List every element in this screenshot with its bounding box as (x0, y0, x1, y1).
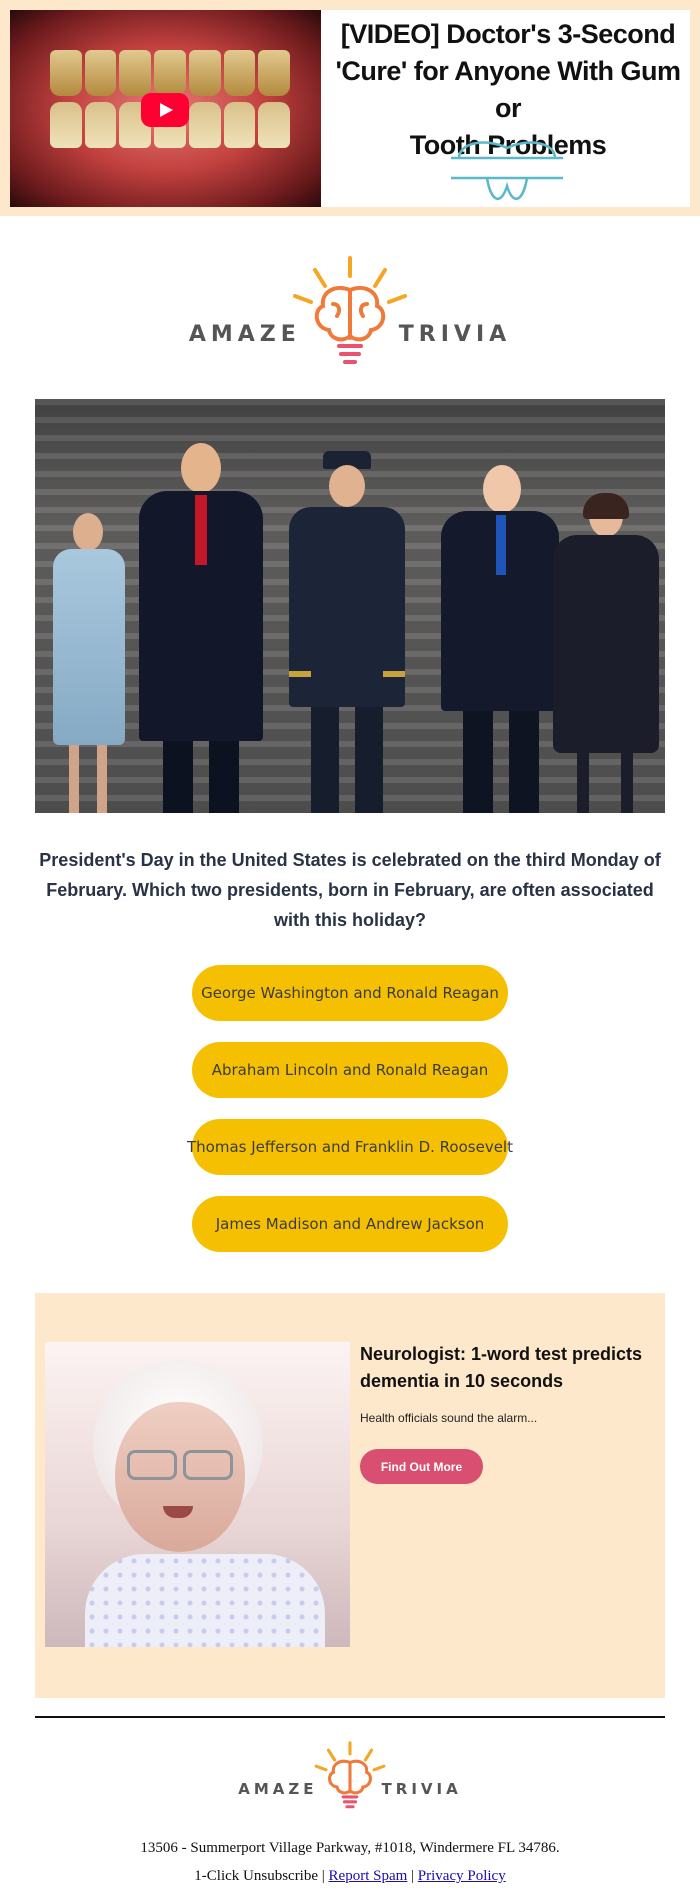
tooth-icon (447, 134, 567, 206)
figure-dark-dress (547, 495, 665, 813)
logo-wordmark (0, 322, 700, 347)
ad-title[interactable]: Neurologist: 1-word test predicts dementia in 10 seconds (360, 1344, 643, 1391)
amaze-trivia-logo[interactable] (0, 254, 700, 347)
link-separator: | (411, 1868, 415, 1884)
trivia-question: President's Day in the United States is celebrated on the third Monday of February. Which two presidents, born in February, are often associated with this holiday? (39, 850, 661, 930)
answer-button-3[interactable]: Thomas Jefferson and Franklin D. Roosevelt (192, 1119, 508, 1175)
footer-address: 13506 - Summerport Village Parkway, #1018, Windermere FL 34786. (140, 1840, 560, 1856)
privacy-policy-link[interactable]: Privacy Policy (417, 1868, 506, 1884)
logo-word-amaze: AMAZE (188, 322, 301, 347)
figure-dark-coat-blue-tie (435, 465, 565, 813)
promo-headline-line-1: [VIDEO] Doctor's 3-Second (340, 19, 676, 49)
promo-headline-line-2: 'Cure' for Anyone With Gum or (335, 56, 681, 123)
promo-headline-line-3: Tooth Problems (409, 130, 607, 160)
footer-logo-wordmark (0, 1780, 700, 1798)
footer-logo-word-trivia: TRIVIA (381, 1780, 462, 1798)
play-icon[interactable] (141, 93, 189, 127)
teeth-video-thumbnail[interactable] (10, 10, 321, 207)
answer-button-2[interactable]: Abraham Lincoln and Ronald Reagan (192, 1042, 508, 1098)
link-separator: | (321, 1868, 325, 1884)
footer-logo-word-amaze: AMAZE (238, 1780, 318, 1798)
find-out-more-button[interactable]: Find Out More (360, 1449, 483, 1484)
ad-subtitle: Health officials sound the alarm... (360, 1411, 538, 1425)
ad-block[interactable] (35, 1293, 665, 1698)
promo-banner-card[interactable] (10, 10, 690, 207)
upper-teeth (50, 50, 290, 96)
promo-banner[interactable] (0, 0, 700, 216)
footer-divider (35, 1716, 665, 1718)
answer-button-1[interactable]: George Washington and Ronald Reagan (192, 965, 508, 1021)
hero-image (35, 399, 665, 813)
figure-light-blue-coat (39, 513, 137, 813)
figure-dark-coat-red-tie (131, 443, 271, 813)
logo-word-trivia: TRIVIA (398, 322, 512, 347)
ad-photo-elderly-woman[interactable] (45, 1342, 350, 1647)
report-spam-link[interactable]: Report Spam (328, 1868, 408, 1884)
footer-links (0, 1868, 700, 1885)
brain-lightbulb-icon (285, 254, 415, 370)
answer-button-4[interactable]: James Madison and Andrew Jackson (192, 1196, 508, 1252)
brain-lightbulb-icon (310, 1738, 390, 1814)
figure-military-uniform (283, 451, 411, 813)
unsubscribe-text: 1-Click Unsubscribe (194, 1868, 319, 1884)
footer-logo[interactable] (0, 1738, 700, 1798)
